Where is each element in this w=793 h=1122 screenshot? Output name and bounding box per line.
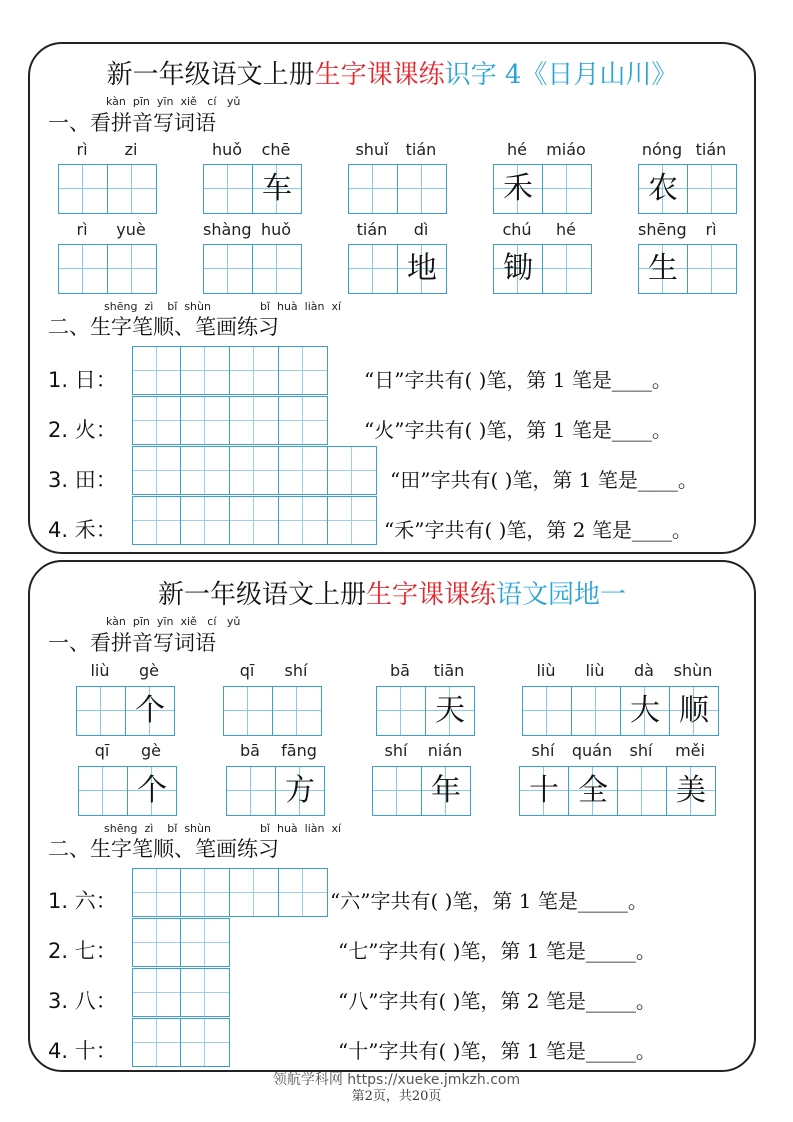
pinyin: miáo <box>546 140 586 159</box>
char-cell[interactable]: 方 <box>276 766 325 816</box>
practice-question-1: “六”字共有( )笔，第 1 笔是_____。 <box>330 889 648 913</box>
stroke-grid-2[interactable] <box>132 396 328 446</box>
heading-1: 一、看拼音写词语 <box>48 631 216 655</box>
heading-2: 二、生字笔顺、笔画练习 <box>48 837 279 861</box>
stroke-grid-4[interactable] <box>132 496 377 546</box>
char-cell[interactable] <box>253 244 302 294</box>
char-cell[interactable] <box>543 244 592 294</box>
pinyin: dì <box>413 220 429 239</box>
section-1-title: 新一年级语文上册生字课课练识字 4《日月山川》 <box>106 60 678 90</box>
char-cell[interactable] <box>372 766 422 816</box>
pinyin: tián <box>695 140 727 159</box>
char-cell[interactable] <box>376 686 426 736</box>
pinyin: tián <box>405 140 437 159</box>
stroke-grid-3[interactable] <box>132 446 377 496</box>
practice-label-3: 3. 田： <box>48 468 117 492</box>
char-cell[interactable] <box>78 766 128 816</box>
word-box-8[interactable] <box>348 244 447 294</box>
pinyin: shí <box>629 741 653 760</box>
word-box-3[interactable] <box>376 686 475 736</box>
char-cell[interactable]: 车 <box>253 164 302 214</box>
char-cell[interactable]: 禾 <box>493 164 543 214</box>
word-box-7[interactable] <box>372 766 471 816</box>
char-cell[interactable]: 年 <box>422 766 471 816</box>
pinyin: měi <box>675 741 705 760</box>
pinyin: shēng <box>638 220 687 239</box>
char-cell[interactable]: 大 <box>621 686 670 736</box>
word-box-6[interactable] <box>58 244 157 294</box>
pinyin: rì <box>76 140 88 159</box>
word-box-10[interactable] <box>638 244 737 294</box>
pinyin: tiān <box>433 661 465 680</box>
char-cell[interactable] <box>226 766 276 816</box>
practice-label-3: 3. 八： <box>48 989 117 1013</box>
char-cell[interactable] <box>688 164 737 214</box>
watermark[interactable]: 领航学科网 https://xueke.jmkzh.com <box>272 1072 521 1088</box>
heading-1: 一、看拼音写词语 <box>48 111 216 135</box>
char-cell[interactable]: 全 <box>569 766 618 816</box>
word-box-1[interactable] <box>58 164 157 214</box>
char-cell[interactable]: 十 <box>519 766 569 816</box>
word-box-6[interactable] <box>226 766 325 816</box>
pinyin: rì <box>76 220 88 239</box>
pinyin: shí <box>384 741 408 760</box>
pinyin: bā <box>390 661 410 680</box>
pinyin: shàng <box>203 220 252 239</box>
char-cell[interactable] <box>398 164 447 214</box>
pinyin: qī <box>239 661 255 680</box>
pinyin: gè <box>141 741 161 760</box>
word-box-8[interactable] <box>519 766 716 816</box>
pinyin: nóng <box>641 140 683 159</box>
char-cell[interactable] <box>203 244 253 294</box>
practice-label-4: 4. 十： <box>48 1039 117 1063</box>
char-cell[interactable]: 天 <box>426 686 475 736</box>
practice-question-1: “日”字共有( )笔，第 1 笔是____。 <box>364 368 672 392</box>
practice-question-3: “八”字共有( )笔，第 2 笔是_____。 <box>338 989 656 1013</box>
char-cell[interactable] <box>348 244 398 294</box>
word-box-2[interactable] <box>203 164 302 214</box>
char-cell[interactable]: 锄 <box>493 244 543 294</box>
char-cell[interactable] <box>273 686 322 736</box>
pinyin: shuǐ <box>355 140 389 159</box>
pinyin: tián <box>356 220 388 239</box>
pinyin: hé <box>556 220 576 239</box>
stroke-grid-3[interactable] <box>132 968 230 1018</box>
practice-question-4: “禾”字共有( )笔，第 2 笔是____。 <box>384 518 692 542</box>
practice-label-2: 2. 七： <box>48 939 117 963</box>
pinyin: hé <box>507 140 527 159</box>
worksheet-section-1 <box>28 42 756 554</box>
word-box-5[interactable] <box>78 766 177 816</box>
pinyin: dà <box>634 661 654 680</box>
char-cell[interactable] <box>223 686 273 736</box>
word-box-5[interactable] <box>638 164 737 214</box>
pinyin: liù <box>585 661 605 680</box>
pinyin: shùn <box>673 661 713 680</box>
char-cell[interactable] <box>76 686 126 736</box>
pinyin: chú <box>502 220 532 239</box>
heading-1-pinyin: kàn pīn yīn xiě cí yǔ <box>106 95 241 108</box>
char-cell[interactable] <box>572 686 621 736</box>
practice-question-4: “十”字共有( )笔，第 1 笔是_____。 <box>338 1039 656 1063</box>
practice-label-1: 1. 六： <box>48 889 117 913</box>
pinyin: nián <box>427 741 463 760</box>
char-cell[interactable]: 顺 <box>670 686 719 736</box>
char-cell[interactable] <box>58 244 108 294</box>
word-box-3[interactable] <box>348 164 447 214</box>
stroke-grid-2[interactable] <box>132 918 230 968</box>
word-box-7[interactable] <box>203 244 302 294</box>
heading-2: 二、生字笔顺、笔画练习 <box>48 315 279 339</box>
char-cell[interactable] <box>618 766 667 816</box>
char-cell[interactable] <box>108 244 157 294</box>
heading-1-pinyin: kàn pīn yīn xiě cí yǔ <box>106 615 241 628</box>
pinyin: liù <box>536 661 556 680</box>
heading-2-pinyin: shēng zì bǐ shùn bǐ huà liàn xí <box>104 822 342 835</box>
pinyin: shí <box>284 661 308 680</box>
pinyin: bā <box>240 741 260 760</box>
char-cell[interactable] <box>203 164 253 214</box>
stroke-grid-4[interactable] <box>132 1018 230 1068</box>
word-box-4[interactable] <box>522 686 719 736</box>
char-cell[interactable]: 生 <box>638 244 688 294</box>
pinyin: huǒ <box>211 140 243 159</box>
pinyin: chē <box>261 140 291 159</box>
char-cell[interactable] <box>688 244 737 294</box>
worksheet-section-2 <box>28 560 756 1072</box>
practice-label-2: 2. 火： <box>48 418 117 442</box>
pinyin: fāng <box>281 741 317 760</box>
char-cell[interactable] <box>348 164 398 214</box>
practice-question-2: “火”字共有( )笔，第 1 笔是____。 <box>364 418 672 442</box>
pinyin: quán <box>571 741 613 760</box>
pinyin: liù <box>90 661 110 680</box>
char-cell[interactable]: 个 <box>126 686 175 736</box>
word-box-9[interactable] <box>493 244 592 294</box>
pinyin: gè <box>139 661 159 680</box>
char-cell[interactable]: 地 <box>398 244 447 294</box>
stroke-grid-1[interactable] <box>132 868 328 918</box>
stroke-grid-1[interactable] <box>132 346 328 396</box>
pinyin: huǒ <box>260 220 292 239</box>
pinyin: yuè <box>116 220 146 239</box>
word-box-2[interactable] <box>223 686 322 736</box>
char-cell[interactable]: 个 <box>128 766 177 816</box>
pinyin: zi <box>124 140 138 159</box>
practice-label-1: 1. 日： <box>48 368 117 392</box>
pinyin: rì <box>705 220 717 239</box>
section-2-title: 新一年级语文上册生字课课练语文园地一 <box>157 580 627 610</box>
practice-question-3: “田”字共有( )笔，第 1 笔是____。 <box>390 468 698 492</box>
practice-question-2: “七”字共有( )笔，第 1 笔是_____。 <box>338 939 656 963</box>
char-cell[interactable] <box>522 686 572 736</box>
pinyin: shí <box>531 741 555 760</box>
char-cell[interactable]: 农 <box>638 164 688 214</box>
char-cell[interactable] <box>543 164 592 214</box>
heading-2-pinyin: shēng zì bǐ shùn bǐ huà liàn xí <box>104 300 342 313</box>
char-cell[interactable] <box>108 164 157 214</box>
char-cell[interactable]: 美 <box>667 766 716 816</box>
page-number: 第2页，共20页 <box>351 1089 442 1104</box>
practice-label-4: 4. 禾： <box>48 518 117 542</box>
word-box-1[interactable] <box>76 686 175 736</box>
char-cell[interactable] <box>58 164 108 214</box>
word-box-4[interactable] <box>493 164 592 214</box>
pinyin: qī <box>94 741 110 760</box>
